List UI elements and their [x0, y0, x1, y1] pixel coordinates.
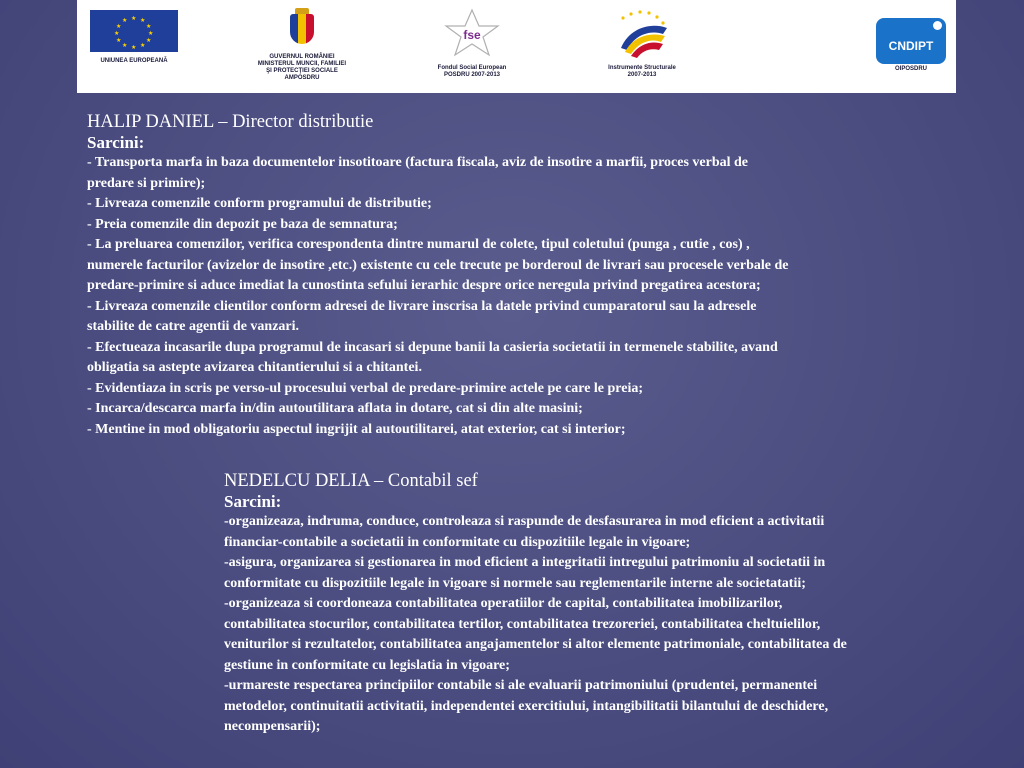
- task-line: -organizeaza, indruma, conduce, controleaza si raspunde de desfasurarea in mod eficient a activitatii: [224, 514, 825, 529]
- gov-caption-3: ŞI PROTECŢIEI SOCIALE: [266, 68, 338, 74]
- role-title: NEDELCU DELIA – Contabil sef: [224, 471, 478, 491]
- gov-caption-2: MINISTERUL MUNCII, FAMILIEI: [257, 61, 347, 67]
- is-caption-2: 2007-2013: [627, 72, 657, 78]
- structural-instruments-logo: [592, 8, 692, 79]
- task-line: - Livreaza comenzile clientilor conform adresei de livrare inscrisa la datele privind cumparatorul sau la adresele: [87, 298, 757, 314]
- task-line: metodelor, continuitatii activitatii, independentei exercitiului, intangibilitatii bilantului de deschidere,: [224, 698, 829, 714]
- task-line: predare-primire si aduce imediat la cunostinta sefului ierarhic despre orice neregula privind pregatirea acestora;: [87, 278, 761, 293]
- tasks-heading: Sarcini:: [224, 492, 282, 511]
- task-line: - Evidentiaza in scris pe verso-ul procesului verbal de predare-primire actele pe care le preia;: [87, 380, 644, 396]
- tasks-heading: Sarcini:: [87, 133, 145, 152]
- gov-caption-4: AMPOSDRU: [284, 75, 320, 81]
- eu-caption: UNIUNEA EUROPEANĂ: [100, 58, 168, 64]
- role-title: HALIP DANIEL – Director distributie: [87, 112, 374, 132]
- task-line: conformitate cu dispozitiile legale in vigoare si normele sau reglementarile interne ale societatatii;: [224, 575, 806, 591]
- fse-caption-2: POSDRU 2007-2013: [443, 72, 501, 78]
- eu-flag-icon: ★ ★ ★ ★ ★ ★ ★ ★ ★ ★ ★ ★: [90, 10, 178, 52]
- task-line: -urmareste respectarea principiilor contabile si ale evaluarii patrimoniului (prudentei, permanentei: [224, 678, 818, 693]
- logo-banner: [77, 0, 956, 93]
- cndipt-caption: OIPOSDRU: [894, 66, 927, 72]
- task-line: - La preluarea comenzilor, verifica corespondenta dintre numarul de colete, tipul coletului (punga , cutie , cos) ,: [87, 237, 750, 252]
- government-logo: [242, 8, 362, 82]
- task-line: predare si primire);: [87, 175, 206, 191]
- task-line: veniturilor si rezultatelor, contabilitatea angajamentelor si altor elemente patrimoniale, contabilitatea de: [224, 637, 847, 652]
- task-line: - Livreaza comenzile conform programului de distributie;: [87, 196, 432, 211]
- task-line: gestiune in conformitate cu legislatia in vigoare;: [224, 657, 510, 673]
- cndipt-logo: [875, 18, 947, 73]
- task-line: - Incarca/descarca marfa in/din autoutilitara aflata in dotare, cat si din alte masini;: [87, 401, 583, 416]
- task-line: -asigura, organizarea si gestionarea in mod eficient a integritatii intregului patrimoniu al societatii in: [224, 555, 826, 570]
- cndipt-mark: [876, 18, 946, 64]
- section-nedelcu-delia: [224, 470, 847, 738]
- fse-logo: [417, 8, 527, 79]
- task-line: contabilitatea stocurilor, contabilitatea tertilor, contabilitatea trezoreriei, contabilitatea cheltuielilor,: [224, 616, 821, 632]
- task-line: - Mentine in mod obligatoriu aspectul ingrijit al autoutilitarei, atat exterior, cat si interior;: [87, 421, 626, 437]
- eu-logo: [89, 10, 179, 65]
- fse-star-icon: [442, 8, 502, 58]
- task-line: stabilite de catre agentii de vanzari.: [87, 319, 300, 334]
- fse-caption-1: Fondul Social European: [437, 65, 507, 71]
- task-line: - Transporta marfa in baza documentelor insotitoare (factura fiscala, aviz de insotire a marfii, proces verbal de: [87, 155, 749, 170]
- task-line: obligatia sa astepte avizarea chitantierului si a chitantei.: [87, 360, 422, 375]
- structural-instruments-icon: [611, 8, 673, 58]
- section-halip-daniel: [87, 111, 789, 440]
- task-line: -organizeaza si coordoneaza contabilitatea operatiilor de capital, contabilitatea imobilizarilor,: [224, 596, 783, 611]
- coat-of-arms-icon: [286, 8, 318, 50]
- fse-mark: fse: [463, 28, 481, 42]
- task-line: - Preia comenzile din depozit pe baza de semnatura;: [87, 216, 398, 232]
- task-line: - Efectueaza incasarile dupa programul de incasari si depune banii la casieria societatii in termenele stabilite, avand: [87, 339, 778, 355]
- cndipt-mark-text: CNDIPT: [888, 39, 934, 53]
- task-line: numerele facturilor (avizelor de insotire ,etc.) existente cu cele trecute pe borderoul de livrari sau procesele verbale de: [87, 257, 789, 273]
- gov-caption-1: GUVERNUL ROMÂNIEI: [269, 54, 335, 60]
- is-caption-1: Instrumente Structurale: [608, 65, 676, 71]
- task-line: financiar-contabile a societatii in conformitate cu dispozitiile legale in vigoare;: [224, 534, 691, 550]
- task-line: necompensarii);: [224, 719, 321, 734]
